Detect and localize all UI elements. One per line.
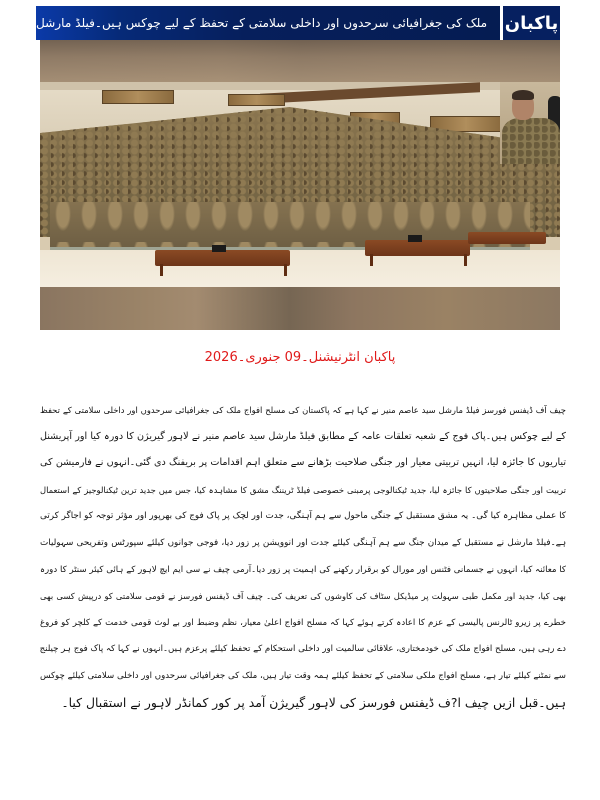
article-line: خطرے پر زیرو ٹالرنس پالیسی کے عزم کا اعادہ کرتے ہوئے کہا کہ مسلح افواج اعلیٰ معیار، نظم وضبط اور بے لوث قومی خدمت کے کلچر کو فروغ: [40, 617, 566, 628]
coffee-table: [468, 232, 546, 244]
auditorium-ceiling: [40, 82, 560, 90]
article-line: چیف آف ڈیفنس فورسز فیلڈ مارشل سید عاصم منیر نے کہا ہے کہ پاکستان کی مسلح افواج ملک کی جغرافیائی سرحدوں اور داخلی سلامتی کے تحفظ: [40, 405, 566, 415]
brand-logo: [503, 6, 560, 40]
photo-blur-band-top: [40, 40, 560, 82]
coffee-table: [365, 240, 470, 256]
dateline: پاکبان انٹرنیشنل۔09 جنوری۔2026: [204, 350, 396, 365]
auditorium-floor: [40, 250, 560, 287]
uniform: [502, 118, 560, 164]
article-line: تربیت اور جنگی صلاحیتوں کا جائزہ لیا، جدید ٹیکنالوجی پرمبنی خصوصی فیلڈ ٹریننگ مشق کا مشاہدہ کیا، جس میں جدید ترین ٹیکنالوجیز کے استعمال: [40, 484, 566, 495]
table-leg: [284, 264, 287, 276]
table-leg: [464, 254, 467, 266]
article-line: کا عملی مظاہرہ کیا گی۔ یہ مشق مستقبل کے جنگی ماحول سے ہم آہنگی، جدت اور لچک پر پاک فوج کی بھرپور اور مؤثر توجہ کو اجاگر کرتی: [40, 511, 566, 522]
photo-blur-band-bottom: [40, 287, 560, 330]
article-line: تیاریوں کا جائزہ لیا، انہیں تربیتی معیار اور جنگی صلاحیت بڑھانے سے متعلق اہم اقدامات پر بریفنگ دی گئی۔انہوں نے فارمیشن کی: [40, 457, 566, 469]
brand-name: پاکبان: [504, 12, 559, 34]
article-line: ہیں۔قبل ازیں چیف ا?ف ڈیفنس فورسز کی لاہور گیریژن آمد پر کور کمانڈر لاہور نے استقبال کیا۔: [61, 694, 566, 710]
news-photo: [40, 82, 560, 287]
wall-artwork: [102, 90, 174, 104]
article-body: [40, 397, 566, 716]
headline-title: ملک کی جغرافیائی سرحدوں اور داخلی سلامتی کے تحفظ کے لیے چوکس ہیں۔فیلڈ مارشل: [36, 16, 488, 30]
table-leg: [160, 264, 163, 276]
article-line: کے لیے چوکس ہیں۔پاک فوج کے شعبہ تعلقات عامہ کے مطابق فیلڈ مارشل سید عاصم منیر نے لاہور گیریژن کا دورہ کیا اور آپریشنل: [40, 430, 566, 442]
article-line: کا معائنہ کیا، انہوں نے جسمانی فٹنس اور مورال کو برقرار رکھنے کی اہمیت پر زور دیا۔آرمی چیف نے سی ایم ایچ لاہور کے ہائی کیئر سنٹر کا دورہ: [40, 564, 566, 575]
hair: [512, 90, 534, 100]
headline-bar: [36, 6, 500, 40]
news-photo-frame: [40, 40, 560, 330]
article-line: سے نمٹنے کیلئے تیار ہے، مسلح افواج ملکی سلامتی کے تحفظ کیلئے ہمہ وقت تیار ہیں، ملک کی جغرافیائی سرحدوں اور داخلی سلامتی کیلئے چوکس: [40, 670, 566, 681]
table-leg: [370, 254, 373, 266]
headline-banner: [36, 6, 560, 40]
article-line: دے رہی ہیں، مسلح افواج ملک کی خودمختاری، علاقائی سالمیت اور داخلی استحکام کے تحفظ کیلئے پرعزم ہیں۔انہوں نے کہا کہ پاک فوج ہر چیلنج: [40, 644, 566, 655]
article-line: بھی کیا، جدید اور مکمل طبی سہولت پر میڈیکل سٹاف کی کاوشوں کی تعریف کی۔ چیف آف ڈیفنس فورسز نے قومی سلامتی کو درپیش کسی بھی: [40, 591, 566, 602]
coffee-table: [155, 250, 290, 266]
article-line: ہے۔فیلڈ مارشل نے مستقبل کے میدان جنگ سے ہم آہنگی کیلئے جدت اور انوویشن پر زور دیا، فوجی جوانوں کیلئے سپورٹس وتفریحی سہولیات: [40, 537, 566, 548]
tissue-box: [408, 235, 422, 242]
wall-artwork: [228, 94, 285, 106]
inset-portrait: [500, 82, 560, 164]
tissue-box: [212, 245, 226, 252]
